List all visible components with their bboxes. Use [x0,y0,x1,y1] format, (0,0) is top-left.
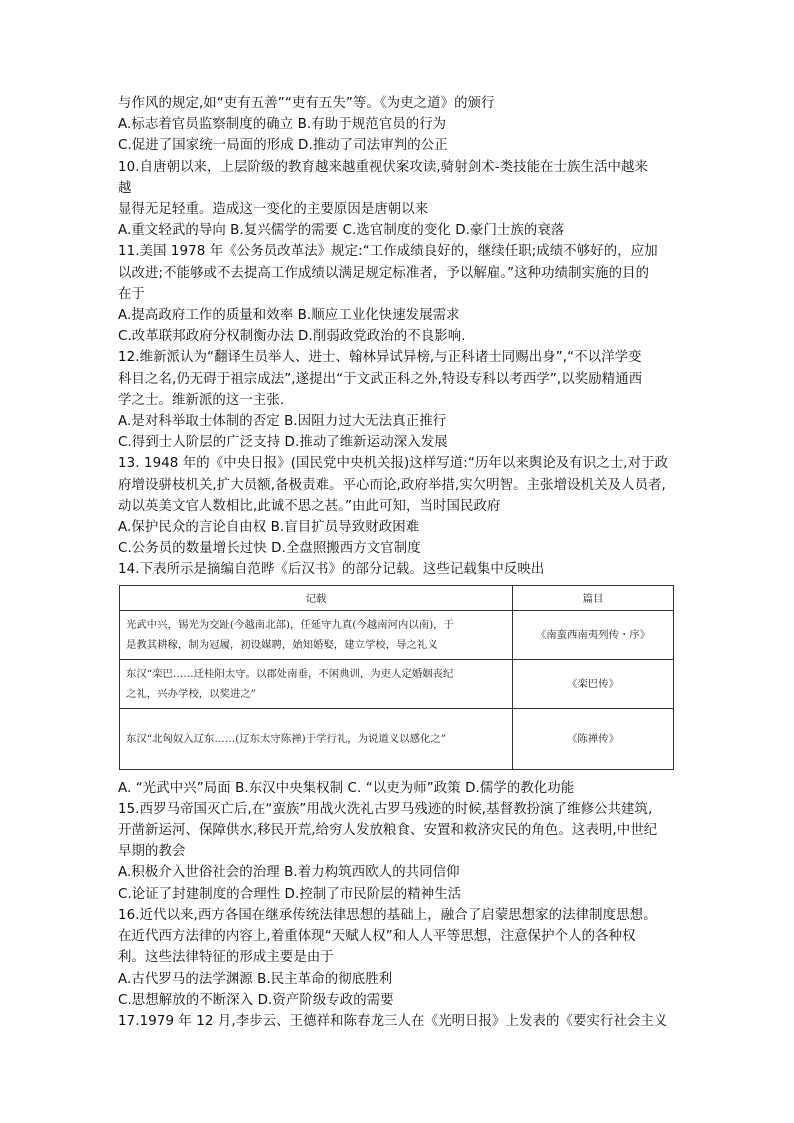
record-text: 光武中兴，锡光为交趾(今越南北部)，任延守九真(今越南河内以南)，于 [126,618,454,631]
text-line: 与作风的规定,如“吏有五善”“吏有五失”等。《为吏之道》的颁行 [118,96,495,111]
answer-options: A.标志着官员监察制度的确立 B.有助于规范官员的行为 [118,117,447,133]
header-record: 记载 [120,585,513,610]
answer-options: C.公务员的数量增长过快 D.全盘照搬西方文官制度 [118,541,421,557]
answer-options: A.积极介入世俗社会的治理 B.着力构筑西欧人的共同信仰 [118,865,460,881]
text-line: 在于 [118,286,145,302]
source-cell: 《南蛮西南夷列传・序》 [513,610,674,659]
record-text: 东汉“栾巴……迁桂阳太守。以郡处南垂，不闲典训，为吏人定婚姻丧纪 [126,667,454,680]
question-16: 16.近代以来,西方各国在继承传统法律思想的基础上，融合了启蒙思想家的法律制度思想。 [118,907,657,923]
answer-options: A.古代罗马的法学渊源 B.民主革命的彻底胜利 [118,971,393,987]
answer-options: A. “光武中兴”局面 B.东汉中央集权制 C. “以吏为师”政策 D.儒学的教化功能 [118,780,575,796]
answer-options: A.提高政府工作的质量和效率 B.顺应工业化快速发展需求 [118,308,460,324]
record-text: 是教其耕稼，制为冠履，初设媒聘，始知婚娶，建立学校，导之礼义 [126,638,438,651]
text-line: 府增设骈枝机关,扩大员额,备极责难。平心而论,政府举措,实欠明智。主张增设机关及人员者, [118,477,666,493]
question-17: 17.1979 年 12 月,李步云、王德祥和陈春龙三人在《光明日报》上发表的《要实行社会主义 [118,1013,668,1029]
answer-options: C.论证了封建制度的合理性 D.控制了市民阶层的精神生活 [118,886,462,902]
text-line: 越 [118,180,132,196]
answer-options: C.促进了国家统一局面的形成 D.推动了司法审判的公正 [118,138,448,154]
record-text: 之礼，兴办学校，以奖进之” [126,687,256,700]
text-line: 在近代西方法律的内容上,着重体现“天赋人权”和人人平等思想，注意保护个人的各种权 [118,929,636,945]
source-cell: 《陈禅传》 [513,708,674,769]
record-cell [120,708,513,769]
record-text: 东汉“北匈奴入辽东……(辽东太守陈禅)于学行礼，为说道义以感化之” [126,732,447,745]
answer-options: C.改革联邦政府分权制衡办法 D.削弱政党政治的不良影响. [118,329,466,345]
table-row [120,708,674,769]
source-cell: 《栾巴传》 [513,659,674,708]
text-line: 科目之名,仍无碍于祖宗成法”,遂提出“于文武正科之外,特设专科以考西学”,以奖励精通西 [118,371,643,387]
table-row [120,610,674,659]
records-table [119,585,674,770]
question-11: 11.美国 1978 年《公务员改革法》规定:“工作成绩良好的，继续任职;成绩不够好的，应加 [118,244,658,260]
question-14: 14.下表所示是摘编自范晔《后汉书》的部分记载。这些记载集中反映出 [118,562,545,578]
table-row [120,659,674,708]
table-header-row [120,585,674,610]
record-cell [120,610,513,659]
exam-page [118,93,678,1032]
text-block-after-table [118,778,678,1032]
answer-options: A.保护民众的言论自由权 B.盲目扩员导致财政困难 [118,520,420,536]
answer-options: C.得到士人阶层的广泛支持 D.推动了维新运动深入发展 [118,435,448,451]
text-line: 开凿新运河、保障供水,移民开荒,给穷人发放粮食、安置和救济灾民的角色。这表明,中世纪 [118,823,658,839]
question-13: 13. 1948 年的《中央日报》(国民党中央机关报)这样写道:“历年以来舆论及有识之士,对于政 [118,456,669,472]
text-line: 早期的教会 [118,844,186,860]
record-cell [120,659,513,708]
answer-options: A.是对科举取士体制的否定 B.因阻力过大无法真正推行 [118,414,447,430]
answer-options: A.重文轻武的导向 B.复兴儒学的需要 C.选官制度的变化 D.豪门士族的衰落 [118,223,565,239]
text-line: 动以英美文官人数相比,此诚不思之甚。”由此可知，当时国民政府 [118,498,501,514]
question-12: 12.维新派认为“翻译生员举人、进士、翰林异试异榜,与正科诸士同赐出身”,“不以洋学变 [118,350,642,366]
text-line: 学之士。维新派的这一主张. [118,392,285,408]
text-block-before-table [118,93,678,581]
text-line: 以改进;不能够或不去提高工作成绩以满足规定标准者，予以解雇。”这种功绩制实施的目的 [118,265,650,281]
question-10: 10.自唐朝以来，上层阶级的教育越来越重视伏案攻读,骑射剑术-类技能在士族生活中越来 [118,159,649,175]
answer-options: C.思想解放的不断深入 D.资产阶级专政的需要 [118,992,394,1008]
text-line: 利。这些法律特征的形成主要是由于 [118,950,334,966]
question-15: 15.西罗马帝国灭亡后,在“蛮族”用战火洗礼古罗马残迹的时候,基督教扮演了维修公共建筑, [118,801,653,817]
header-source: 篇目 [513,585,674,610]
text-line: 显得无足轻重。造成这一变化的主要原因是唐朝以来 [118,202,429,218]
